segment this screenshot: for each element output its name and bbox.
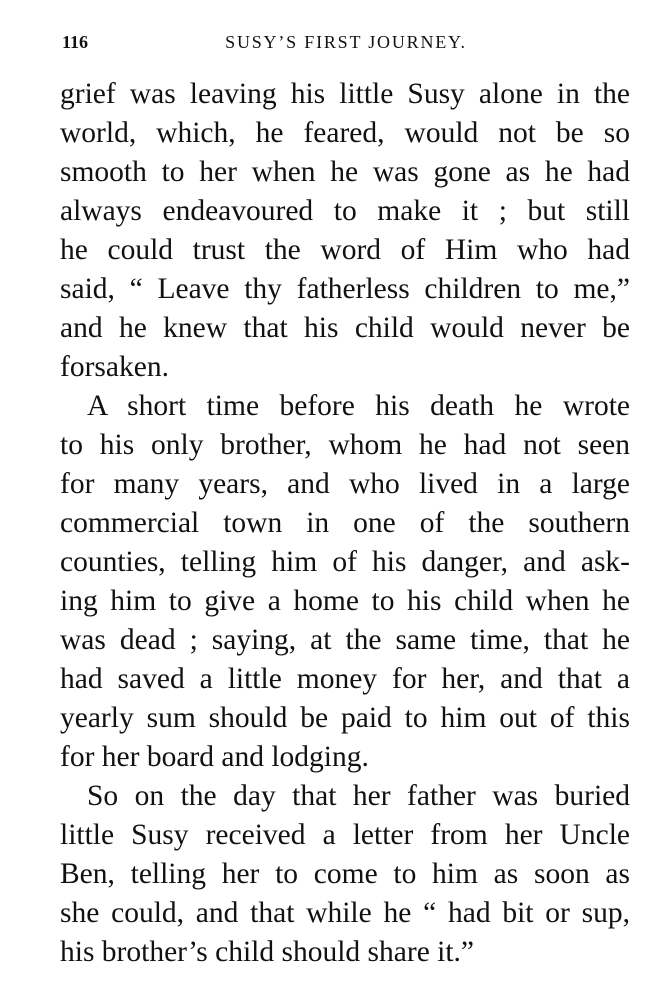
text-line: Ben, telling her to come to him as soon as [60,858,630,890]
text-line: world, which, he feared, would not be so [60,117,630,149]
running-title: SUSY’S FIRST JOURNEY. [225,32,467,52]
text-line: grief was leaving his little Susy alone in the [60,78,630,110]
text-line: was dead ; saying, at the same time, that he [60,624,630,656]
page-number: 116 [62,32,89,52]
text-line: ing him to give a home to his child when he [60,585,630,617]
text-line: his brother’s child should share it.” [60,936,475,968]
text-line: and he knew that his child would never be [60,312,630,344]
text-line: counties, telling him of his danger, and ask- [60,546,630,578]
running-head [62,30,630,54]
text-line: yearly sum should be paid to him out of this [60,702,630,734]
text-line: little Susy received a letter from her Uncle [60,819,630,851]
text-line: smooth to her when he was gone as he had [60,156,630,188]
text-line: to his only brother, whom he had not seen [60,429,630,461]
text-line: he could trust the word of Him who had [60,234,630,266]
paragraph-start-line: A short time before his death he wrote [87,390,630,422]
text-line: had saved a little money for her, and that a [60,663,630,695]
body-text [60,75,630,972]
text-line: commercial town in one of the southern [60,507,630,539]
text-line: always endeavoured to make it ; but still [60,195,630,227]
text-line: for many years, and who lived in a large [60,468,630,500]
paragraph-start-line: So on the day that her father was buried [87,780,630,812]
text-line: for her board and lodging. [60,741,369,773]
text-line: forsaken. [60,351,169,383]
text-line: she could, and that while he “ had bit or sup, [60,897,630,929]
text-line: said, “ Leave thy fatherless children to me,” [60,273,630,305]
